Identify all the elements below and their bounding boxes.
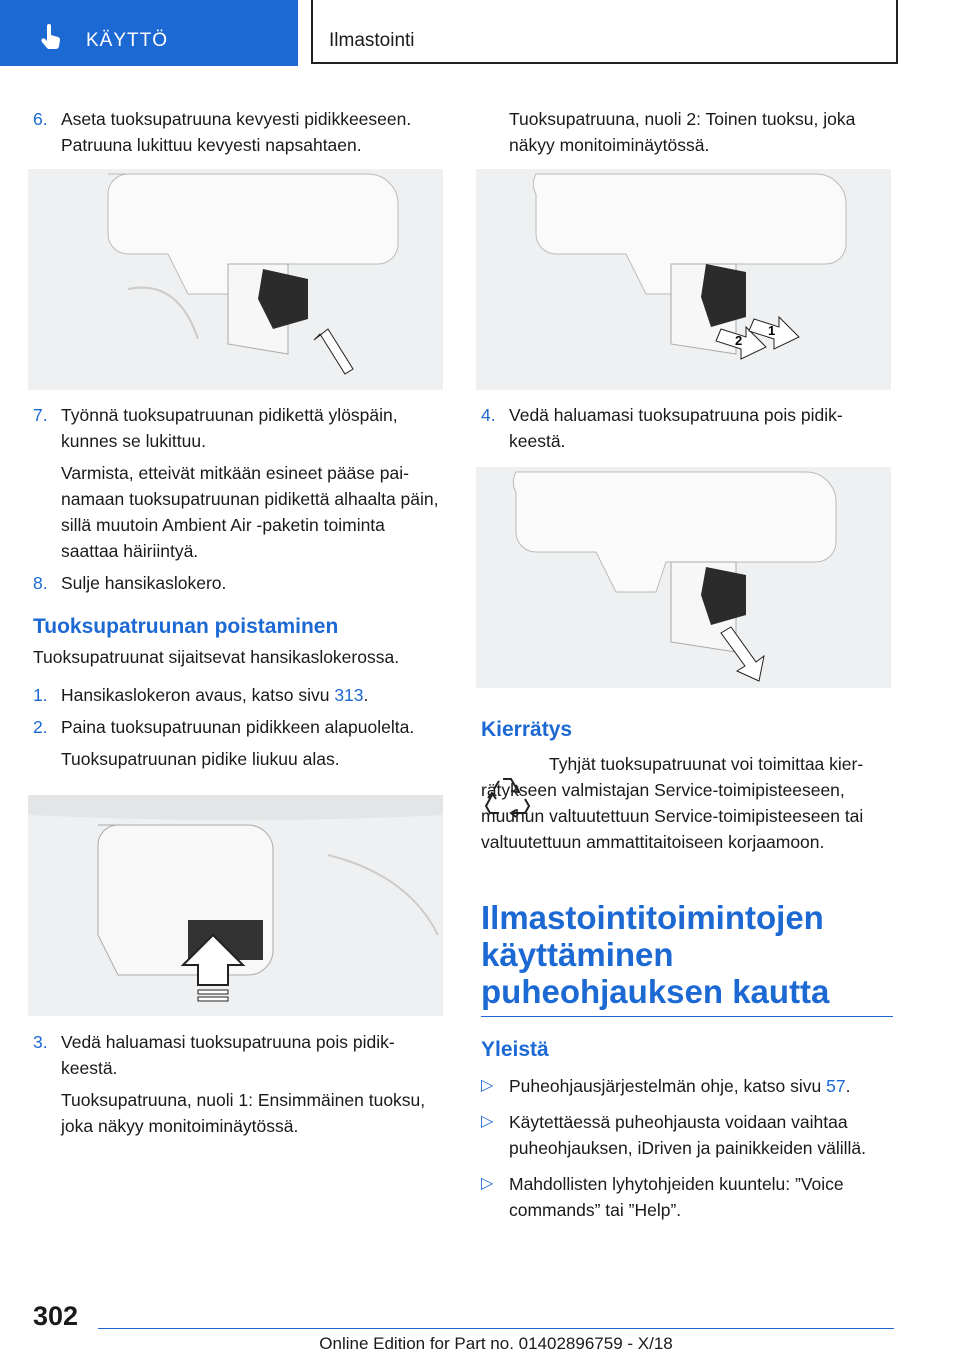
right-column-2: [481, 402, 893, 454]
removal-heading: Tuoksupatruunan poistaminen: [33, 615, 339, 638]
bullet-1: ▷ Puheohjausjärjestelmän ohje, katso sivu 57.: [481, 1073, 893, 1099]
page-number: 302: [33, 1301, 79, 1331]
step-6: 6. Aseta tuoksupatruuna kevyesti pidikkeeseen. Patruuna lukittuu kevyesti napsahtaen.: [33, 109, 412, 155]
arrow-1-label: 1: [768, 323, 776, 338]
left-column: [33, 106, 445, 158]
recycling-heading: Kierrätys: [481, 718, 573, 741]
step-7-note: Varmista, etteivät mitkään esineet pääse painamaan tuoksupatruunan pidikettä alhaalta päin, sillä muutoin Ambient Air -paketin toiminta saattaa häiriintyä.: [61, 463, 439, 561]
recycling-section: [481, 717, 893, 1223]
page-link-313[interactable]: 313: [334, 685, 364, 705]
chapter-title: Ilmastointi: [329, 30, 415, 51]
left-column-2: [33, 402, 445, 772]
section-heading: Ilmastointitoimintojen käyttäminen puheohjauksen kautta: [481, 899, 830, 1010]
triangle-bullet-icon: ▷: [481, 1113, 494, 1130]
section-heading-wrap: [481, 899, 893, 1017]
bullet-2: ▷ Käytettäessä puheohjausta voidaan vaihtaa puheohjauksen, iDriven ja painikkeiden välillä.: [481, 1109, 893, 1161]
cartridge-selection-illustration: [476, 169, 891, 390]
removal-intro: Tuoksupatruunat sijaitsevat hansikaslokerossa.: [33, 647, 400, 667]
arrow-2-note: Tuoksupatruuna, nuoli 2: Toinen tuoksu, joka näkyy monitoiminäytössä.: [509, 109, 856, 155]
step-8: 8. Sulje hansikaslokero.: [33, 573, 227, 593]
pointing-hand-icon: [38, 24, 64, 50]
triangle-bullet-icon: ▷: [481, 1175, 494, 1192]
cartridge-removal-illustration: [476, 467, 891, 688]
cartridge-arrows-image: [476, 169, 891, 390]
cartridge-press-image: [28, 795, 443, 1016]
step-3-note: Tuoksupatruuna, nuoli 1: Ensimmäinen tuoksu, joka näkyy monitoiminäytössä.: [61, 1090, 426, 1136]
step-2-note: Tuoksupatruunan pidike liukuu alas.: [61, 749, 340, 769]
section-tab[interactable]: [0, 0, 298, 66]
recycling-block: [481, 751, 893, 855]
section-label: KÄYTTÖ: [86, 30, 169, 51]
cartridge-insert-image: [28, 169, 443, 390]
recycling-text: Tyhjät tuoksupatruunat voi toimittaa kierrätykseen valmistajan Service-toimipisteeseen, muuhun valtuutettuun Service-toimipisteeseen tai valtuutettuun ammattitaitoiseen korjaamoon.: [481, 754, 864, 852]
right-column: [481, 106, 893, 158]
arrow-2-label: 2: [735, 333, 743, 348]
step-4: 4. Vedä haluamasi tuoksupatruuna pois pidikkeestä.: [481, 405, 843, 451]
step-3: 3. Vedä haluamasi tuoksupatruuna pois pidikkeestä.: [33, 1032, 395, 1078]
general-heading: Yleistä: [481, 1038, 549, 1061]
holder-press-illustration: [28, 795, 443, 1016]
step-7: 7. Työnnä tuoksupatruunan pidikettä ylöspäin, kunnes se lukittuu.: [33, 405, 398, 451]
recycling-icon: [483, 771, 533, 821]
cartridge-pull-image: [476, 467, 891, 688]
step-1: 1. Hansikaslokeron avaus, katso sivu 313.: [33, 685, 369, 705]
triangle-bullet-icon: ▷: [481, 1077, 494, 1094]
bullet-3: ▷ Mahdollisten lyhytohjeiden kuuntelu: ”Voice commands” tai ”Help”.: [481, 1171, 893, 1223]
chapter-header: [311, 0, 898, 64]
glovebox-illustration: [28, 169, 443, 390]
left-column-3: [33, 1029, 445, 1139]
page-link-57[interactable]: 57: [826, 1076, 846, 1096]
footer-rule: [98, 1328, 894, 1329]
footer-edition: Online Edition for Part no. 01402896759 - X/18: [319, 1334, 673, 1353]
step-2: 2. Paina tuoksupatruunan pidikkeen alapuolelta.: [33, 717, 415, 737]
